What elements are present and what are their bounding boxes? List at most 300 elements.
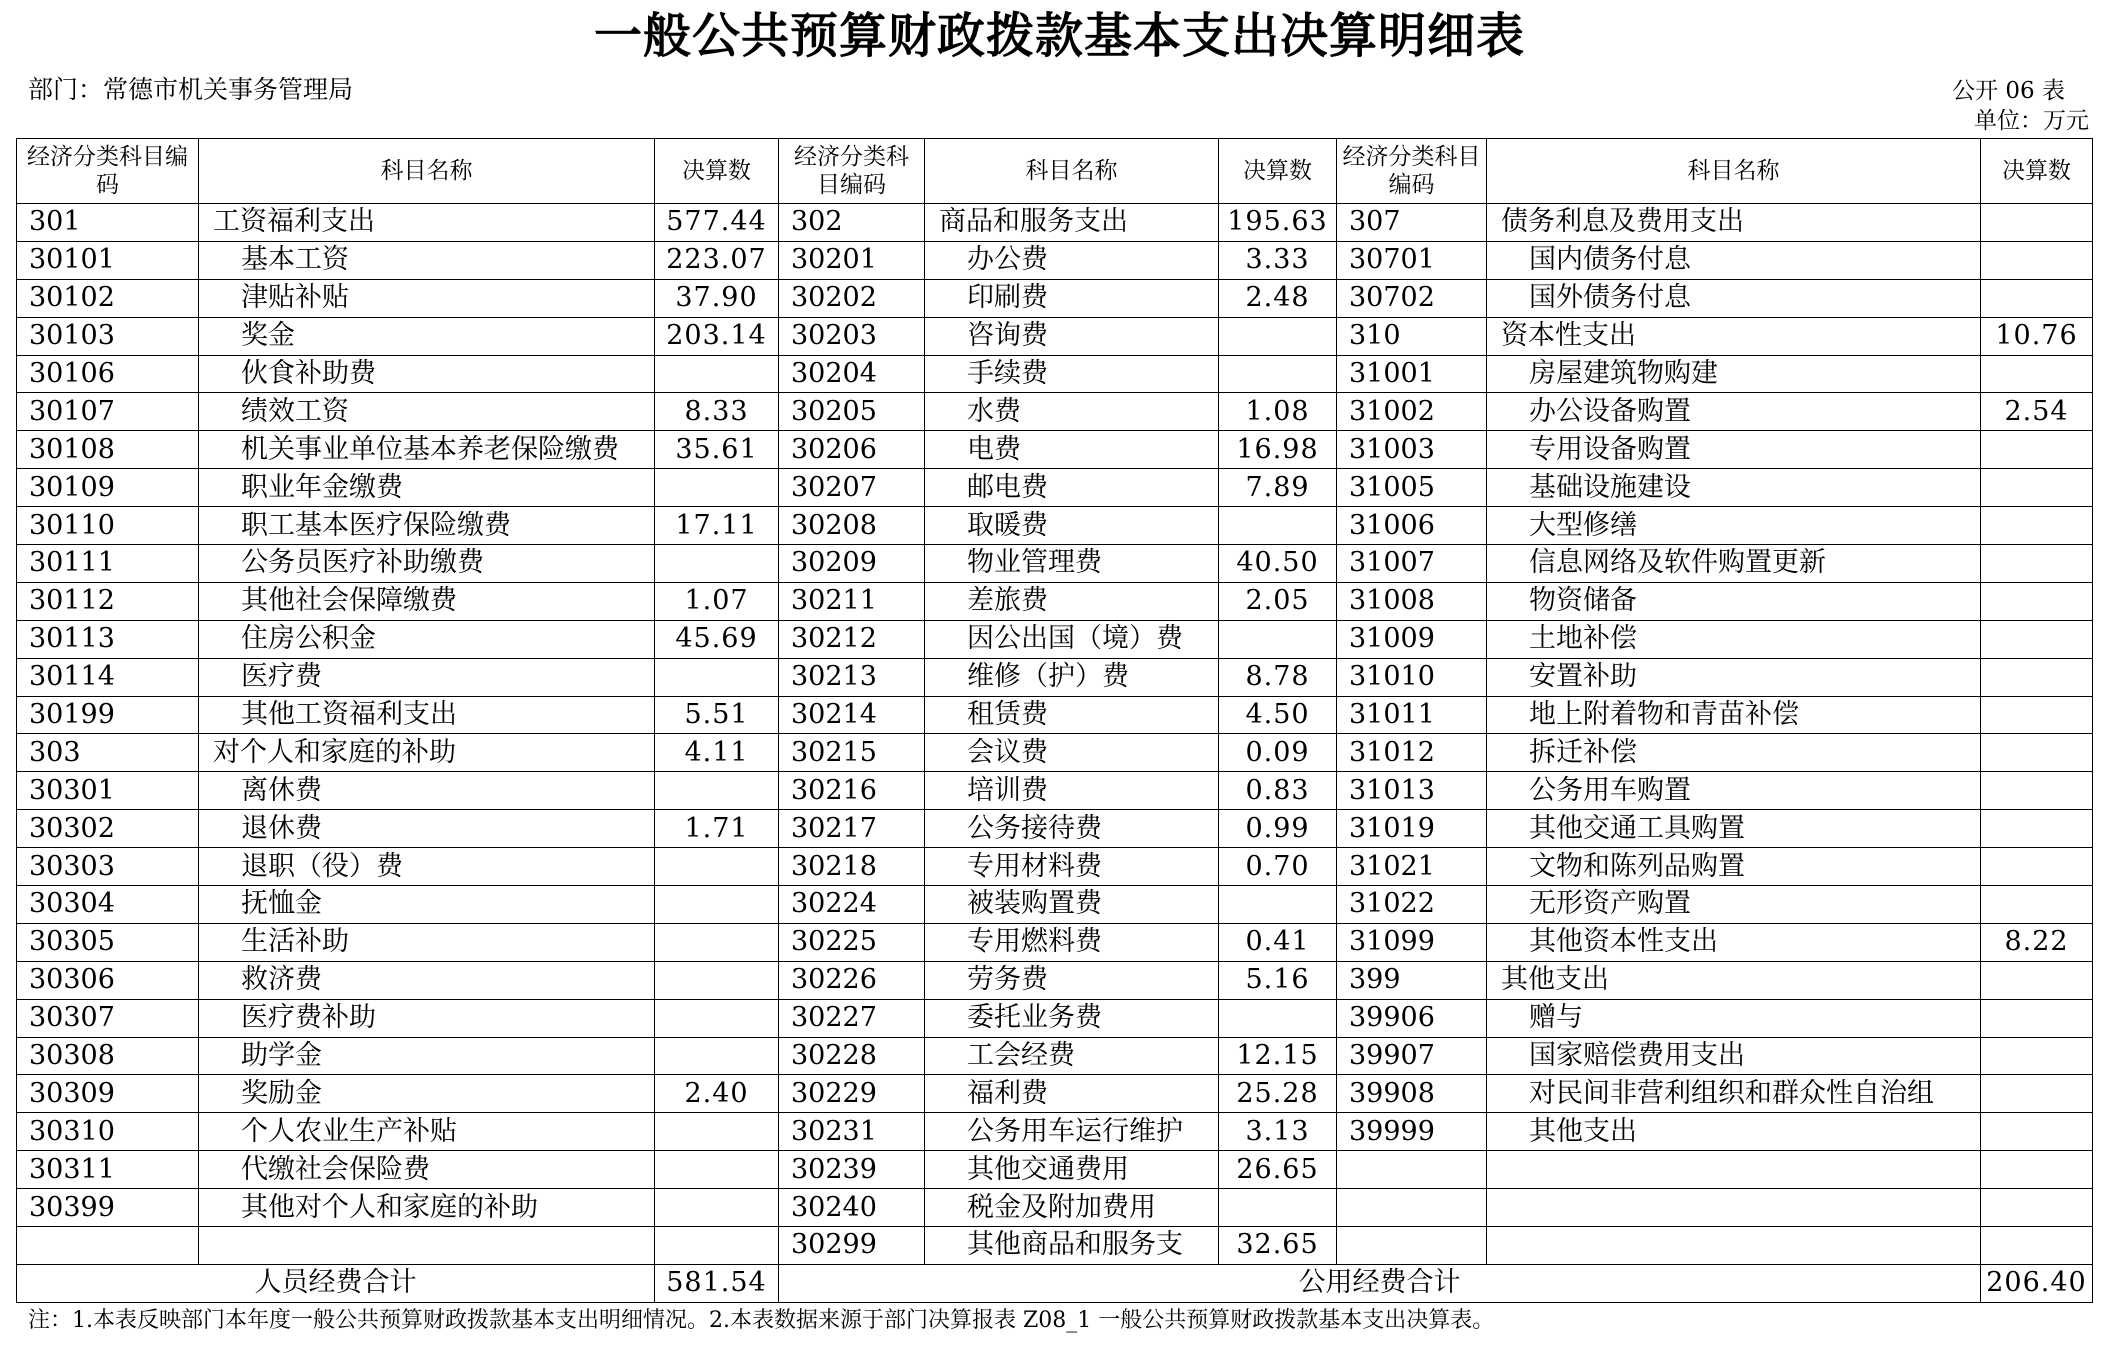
amount-cell bbox=[1219, 999, 1337, 1037]
amount-cell: 12.15 bbox=[1219, 1037, 1337, 1075]
name-cell: 房屋建筑物购建 bbox=[1487, 355, 1981, 393]
code-cell: 30302 bbox=[17, 810, 199, 848]
name-cell: 拆迁补偿 bbox=[1487, 734, 1981, 772]
code-cell: 30204 bbox=[779, 355, 925, 393]
code-cell: 39907 bbox=[1337, 1037, 1487, 1075]
amount-cell bbox=[655, 1151, 779, 1189]
name-cell: 租赁费 bbox=[925, 696, 1219, 734]
code-cell: 30303 bbox=[17, 848, 199, 886]
name-cell: 会议费 bbox=[925, 734, 1219, 772]
name-cell: 咨询费 bbox=[925, 317, 1219, 355]
code-cell: 30217 bbox=[779, 810, 925, 848]
table-row bbox=[17, 1037, 2093, 1075]
name-cell: 培训费 bbox=[925, 772, 1219, 810]
amount-cell bbox=[655, 772, 779, 810]
code-cell: 30107 bbox=[17, 393, 199, 431]
code-cell: 310 bbox=[1337, 317, 1487, 355]
code-cell: 30305 bbox=[17, 923, 199, 961]
code-cell: 31021 bbox=[1337, 848, 1487, 886]
name-cell: 专用燃料费 bbox=[925, 923, 1219, 961]
amount-cell: 195.63 bbox=[1219, 204, 1337, 242]
table-row bbox=[17, 999, 2093, 1037]
code-cell: 30306 bbox=[17, 961, 199, 999]
name-cell: 其他支出 bbox=[1487, 961, 1981, 999]
code-cell: 31002 bbox=[1337, 393, 1487, 431]
table-body bbox=[17, 204, 2093, 1265]
amount-cell bbox=[655, 545, 779, 583]
amount-cell bbox=[1981, 658, 2093, 696]
code-cell: 30212 bbox=[779, 620, 925, 658]
code-cell: 30301 bbox=[17, 772, 199, 810]
amount-cell: 4.11 bbox=[655, 734, 779, 772]
code-cell: 30229 bbox=[779, 1075, 925, 1113]
amount-cell bbox=[655, 886, 779, 924]
name-cell bbox=[1487, 1227, 1981, 1265]
amount-cell bbox=[655, 658, 779, 696]
amount-cell: 8.22 bbox=[1981, 923, 2093, 961]
table-row bbox=[17, 961, 2093, 999]
code-cell: 31009 bbox=[1337, 620, 1487, 658]
code-cell: 30211 bbox=[779, 582, 925, 620]
name-cell: 物资储备 bbox=[1487, 582, 1981, 620]
amount-cell bbox=[1981, 355, 2093, 393]
amount-cell bbox=[655, 848, 779, 886]
amount-cell bbox=[1219, 620, 1337, 658]
name-cell: 国内债务付息 bbox=[1487, 241, 1981, 279]
header-code-3: 经济分类科目编码 bbox=[1337, 139, 1487, 204]
name-cell: 其他对个人和家庭的补助 bbox=[199, 1189, 655, 1227]
amount-cell bbox=[1981, 545, 2093, 583]
name-cell: 商品和服务支出 bbox=[925, 204, 1219, 242]
code-cell: 30101 bbox=[17, 241, 199, 279]
personnel-total-label: 人员经费合计 bbox=[17, 1264, 655, 1302]
code-cell: 30231 bbox=[779, 1113, 925, 1151]
header-amount-3: 决算数 bbox=[1981, 139, 2093, 204]
code-cell: 31003 bbox=[1337, 431, 1487, 469]
totals-row bbox=[17, 1264, 2093, 1302]
name-cell: 住房公积金 bbox=[199, 620, 655, 658]
amount-cell: 3.33 bbox=[1219, 241, 1337, 279]
name-cell: 公务接待费 bbox=[925, 810, 1219, 848]
amount-cell: 10.76 bbox=[1981, 317, 2093, 355]
amount-cell: 35.61 bbox=[655, 431, 779, 469]
name-cell: 物业管理费 bbox=[925, 545, 1219, 583]
amount-cell: 577.44 bbox=[655, 204, 779, 242]
table-row bbox=[17, 658, 2093, 696]
name-cell: 福利费 bbox=[925, 1075, 1219, 1113]
code-cell: 30309 bbox=[17, 1075, 199, 1113]
code-cell: 31001 bbox=[1337, 355, 1487, 393]
amount-cell bbox=[1219, 355, 1337, 393]
code-cell: 31010 bbox=[1337, 658, 1487, 696]
table-row bbox=[17, 1113, 2093, 1151]
code-cell: 30240 bbox=[779, 1189, 925, 1227]
code-cell: 30225 bbox=[779, 923, 925, 961]
name-cell: 债务利息及费用支出 bbox=[1487, 204, 1981, 242]
amount-cell: 8.33 bbox=[655, 393, 779, 431]
table-row bbox=[17, 1075, 2093, 1113]
code-cell: 30216 bbox=[779, 772, 925, 810]
code-cell: 31005 bbox=[1337, 469, 1487, 507]
code-cell: 30108 bbox=[17, 431, 199, 469]
amount-cell bbox=[1981, 279, 2093, 317]
code-cell: 30218 bbox=[779, 848, 925, 886]
table-row bbox=[17, 620, 2093, 658]
name-cell: 医疗费补助 bbox=[199, 999, 655, 1037]
name-cell: 差旅费 bbox=[925, 582, 1219, 620]
amount-cell: 7.89 bbox=[1219, 469, 1337, 507]
amount-cell bbox=[1981, 1113, 2093, 1151]
amount-cell: 203.14 bbox=[655, 317, 779, 355]
name-cell: 助学金 bbox=[199, 1037, 655, 1075]
amount-cell bbox=[1981, 1075, 2093, 1113]
name-cell bbox=[199, 1227, 655, 1265]
name-cell: 其他交通费用 bbox=[925, 1151, 1219, 1189]
amount-cell: 37.90 bbox=[655, 279, 779, 317]
name-cell: 国外债务付息 bbox=[1487, 279, 1981, 317]
code-cell: 31022 bbox=[1337, 886, 1487, 924]
table-row bbox=[17, 696, 2093, 734]
amount-cell bbox=[1981, 507, 2093, 545]
name-cell bbox=[1487, 1189, 1981, 1227]
table-row bbox=[17, 241, 2093, 279]
table-row bbox=[17, 317, 2093, 355]
name-cell: 专用材料费 bbox=[925, 848, 1219, 886]
name-cell: 其他工资福利支出 bbox=[199, 696, 655, 734]
code-cell: 39999 bbox=[1337, 1113, 1487, 1151]
name-cell: 税金及附加费用 bbox=[925, 1189, 1219, 1227]
amount-cell bbox=[1981, 1227, 2093, 1265]
table-row bbox=[17, 923, 2093, 961]
name-cell: 生活补助 bbox=[199, 923, 655, 961]
amount-cell: 0.70 bbox=[1219, 848, 1337, 886]
table-row bbox=[17, 886, 2093, 924]
code-cell: 30113 bbox=[17, 620, 199, 658]
code-cell: 30311 bbox=[17, 1151, 199, 1189]
header-code-1: 经济分类科目编码 bbox=[17, 139, 199, 204]
code-cell: 30304 bbox=[17, 886, 199, 924]
code-cell: 31019 bbox=[1337, 810, 1487, 848]
amount-cell bbox=[1981, 734, 2093, 772]
amount-cell bbox=[1219, 886, 1337, 924]
table-row bbox=[17, 1227, 2093, 1265]
header-name-2: 科目名称 bbox=[925, 139, 1219, 204]
name-cell: 工会经费 bbox=[925, 1037, 1219, 1075]
public-total-label: 公用经费合计 bbox=[779, 1264, 1981, 1302]
code-cell: 303 bbox=[17, 734, 199, 772]
name-cell: 委托业务费 bbox=[925, 999, 1219, 1037]
code-cell: 31013 bbox=[1337, 772, 1487, 810]
amount-cell: 1.08 bbox=[1219, 393, 1337, 431]
name-cell: 机关事业单位基本养老保险缴费 bbox=[199, 431, 655, 469]
code-cell: 30701 bbox=[1337, 241, 1487, 279]
code-cell: 30228 bbox=[779, 1037, 925, 1075]
name-cell: 救济费 bbox=[199, 961, 655, 999]
table-row bbox=[17, 507, 2093, 545]
amount-cell bbox=[655, 1227, 779, 1265]
name-cell: 公务员医疗补助缴费 bbox=[199, 545, 655, 583]
amount-cell bbox=[1981, 886, 2093, 924]
table-header-row bbox=[17, 139, 2093, 204]
table-row bbox=[17, 204, 2093, 242]
code-cell: 30202 bbox=[779, 279, 925, 317]
code-cell: 30215 bbox=[779, 734, 925, 772]
table-row bbox=[17, 734, 2093, 772]
name-cell: 专用设备购置 bbox=[1487, 431, 1981, 469]
amount-cell: 2.54 bbox=[1981, 393, 2093, 431]
amount-cell bbox=[655, 1037, 779, 1075]
code-cell: 302 bbox=[779, 204, 925, 242]
amount-cell bbox=[1981, 620, 2093, 658]
amount-cell bbox=[655, 355, 779, 393]
amount-cell bbox=[1981, 1189, 2093, 1227]
table-row bbox=[17, 810, 2093, 848]
name-cell: 水费 bbox=[925, 393, 1219, 431]
name-cell: 其他支出 bbox=[1487, 1113, 1981, 1151]
name-cell: 医疗费 bbox=[199, 658, 655, 696]
amount-cell bbox=[655, 961, 779, 999]
amount-cell bbox=[655, 1189, 779, 1227]
code-cell: 39908 bbox=[1337, 1075, 1487, 1113]
amount-cell bbox=[1219, 507, 1337, 545]
name-cell: 被装购置费 bbox=[925, 886, 1219, 924]
name-cell: 基础设施建设 bbox=[1487, 469, 1981, 507]
code-cell: 30209 bbox=[779, 545, 925, 583]
name-cell: 公务用车运行维护 bbox=[925, 1113, 1219, 1151]
code-cell: 301 bbox=[17, 204, 199, 242]
name-cell: 安置补助 bbox=[1487, 658, 1981, 696]
code-cell: 30399 bbox=[17, 1189, 199, 1227]
name-cell: 职工基本医疗保险缴费 bbox=[199, 507, 655, 545]
amount-cell: 26.65 bbox=[1219, 1151, 1337, 1189]
name-cell: 抚恤金 bbox=[199, 886, 655, 924]
amount-cell: 2.48 bbox=[1219, 279, 1337, 317]
code-cell: 30227 bbox=[779, 999, 925, 1037]
amount-cell bbox=[1981, 696, 2093, 734]
amount-cell bbox=[1981, 431, 2093, 469]
name-cell: 信息网络及软件购置更新 bbox=[1487, 545, 1981, 583]
code-cell: 30110 bbox=[17, 507, 199, 545]
amount-cell bbox=[655, 923, 779, 961]
name-cell: 退休费 bbox=[199, 810, 655, 848]
amount-cell: 223.07 bbox=[655, 241, 779, 279]
public-total-value: 206.40 bbox=[1981, 1264, 2093, 1302]
name-cell: 办公设备购置 bbox=[1487, 393, 1981, 431]
name-cell: 其他资本性支出 bbox=[1487, 923, 1981, 961]
name-cell: 印刷费 bbox=[925, 279, 1219, 317]
name-cell: 邮电费 bbox=[925, 469, 1219, 507]
expenditure-table bbox=[16, 138, 2093, 1303]
amount-cell bbox=[1981, 772, 2093, 810]
code-cell: 30307 bbox=[17, 999, 199, 1037]
code-cell: 30203 bbox=[779, 317, 925, 355]
name-cell: 取暖费 bbox=[925, 507, 1219, 545]
amount-cell: 4.50 bbox=[1219, 696, 1337, 734]
name-cell: 绩效工资 bbox=[199, 393, 655, 431]
code-cell: 30308 bbox=[17, 1037, 199, 1075]
code-cell: 31006 bbox=[1337, 507, 1487, 545]
footnote: 注：1.本表反映部门本年度一般公共预算财政拨款基本支出明细情况。2.本表数据来源于部门决算报表 Z08_1 一般公共预算财政拨款基本支出决算表。 bbox=[28, 1308, 1495, 1333]
name-cell: 其他交通工具购置 bbox=[1487, 810, 1981, 848]
amount-cell bbox=[1981, 1151, 2093, 1189]
amount-cell: 8.78 bbox=[1219, 658, 1337, 696]
page-title: 一般公共预算财政拨款基本支出决算明细表 bbox=[593, 8, 1525, 64]
code-cell: 31012 bbox=[1337, 734, 1487, 772]
code-cell: 30213 bbox=[779, 658, 925, 696]
name-cell: 离休费 bbox=[199, 772, 655, 810]
name-cell: 赠与 bbox=[1487, 999, 1981, 1037]
name-cell: 公务用车购置 bbox=[1487, 772, 1981, 810]
unit-label: 单位：万元 bbox=[1974, 108, 2089, 134]
code-cell: 30106 bbox=[17, 355, 199, 393]
amount-cell: 17.11 bbox=[655, 507, 779, 545]
amount-cell: 40.50 bbox=[1219, 545, 1337, 583]
name-cell: 奖励金 bbox=[199, 1075, 655, 1113]
amount-cell: 0.09 bbox=[1219, 734, 1337, 772]
table-row bbox=[17, 279, 2093, 317]
code-cell: 30102 bbox=[17, 279, 199, 317]
table-row bbox=[17, 582, 2093, 620]
amount-cell: 5.51 bbox=[655, 696, 779, 734]
amount-cell: 45.69 bbox=[655, 620, 779, 658]
personnel-total-value: 581.54 bbox=[655, 1264, 779, 1302]
code-cell: 30205 bbox=[779, 393, 925, 431]
name-cell: 大型修缮 bbox=[1487, 507, 1981, 545]
name-cell: 国家赔偿费用支出 bbox=[1487, 1037, 1981, 1075]
name-cell: 其他商品和服务支 bbox=[925, 1227, 1219, 1265]
code-cell bbox=[17, 1227, 199, 1265]
code-cell: 30702 bbox=[1337, 279, 1487, 317]
amount-cell bbox=[1981, 810, 2093, 848]
name-cell: 手续费 bbox=[925, 355, 1219, 393]
amount-cell: 25.28 bbox=[1219, 1075, 1337, 1113]
name-cell: 其他社会保障缴费 bbox=[199, 582, 655, 620]
code-cell: 30310 bbox=[17, 1113, 199, 1151]
code-cell: 30239 bbox=[779, 1151, 925, 1189]
code-cell: 30214 bbox=[779, 696, 925, 734]
table-row bbox=[17, 393, 2093, 431]
code-cell: 30199 bbox=[17, 696, 199, 734]
name-cell: 职业年金缴费 bbox=[199, 469, 655, 507]
name-cell: 劳务费 bbox=[925, 961, 1219, 999]
code-cell: 30112 bbox=[17, 582, 199, 620]
code-cell: 31007 bbox=[1337, 545, 1487, 583]
amount-cell: 1.07 bbox=[655, 582, 779, 620]
code-cell: 30103 bbox=[17, 317, 199, 355]
name-cell: 工资福利支出 bbox=[199, 204, 655, 242]
amount-cell: 0.99 bbox=[1219, 810, 1337, 848]
amount-cell bbox=[1219, 1189, 1337, 1227]
code-cell: 30109 bbox=[17, 469, 199, 507]
name-cell: 奖金 bbox=[199, 317, 655, 355]
name-cell: 对个人和家庭的补助 bbox=[199, 734, 655, 772]
amount-cell: 32.65 bbox=[1219, 1227, 1337, 1265]
header-amount-2: 决算数 bbox=[1219, 139, 1337, 204]
name-cell: 无形资产购置 bbox=[1487, 886, 1981, 924]
name-cell: 退职（役）费 bbox=[199, 848, 655, 886]
amount-cell bbox=[1981, 848, 2093, 886]
amount-cell bbox=[1981, 469, 2093, 507]
amount-cell: 3.13 bbox=[1219, 1113, 1337, 1151]
name-cell: 资本性支出 bbox=[1487, 317, 1981, 355]
department-label: 部门：常德市机关事务管理局 bbox=[28, 75, 354, 104]
code-cell bbox=[1337, 1227, 1487, 1265]
name-cell: 津贴补贴 bbox=[199, 279, 655, 317]
code-cell: 30224 bbox=[779, 886, 925, 924]
amount-cell bbox=[1981, 204, 2093, 242]
table-row bbox=[17, 545, 2093, 583]
name-cell: 维修（护）费 bbox=[925, 658, 1219, 696]
code-cell: 30111 bbox=[17, 545, 199, 583]
name-cell bbox=[1487, 1151, 1981, 1189]
header-code-2: 经济分类科目编码 bbox=[779, 139, 925, 204]
name-cell: 文物和陈列品购置 bbox=[1487, 848, 1981, 886]
code-cell: 31008 bbox=[1337, 582, 1487, 620]
table-row bbox=[17, 469, 2093, 507]
table-row bbox=[17, 1151, 2093, 1189]
name-cell: 地上附着物和青苗补偿 bbox=[1487, 696, 1981, 734]
amount-cell: 5.16 bbox=[1219, 961, 1337, 999]
table-row bbox=[17, 431, 2093, 469]
amount-cell bbox=[1981, 961, 2093, 999]
name-cell: 个人农业生产补贴 bbox=[199, 1113, 655, 1151]
header-name-1: 科目名称 bbox=[199, 139, 655, 204]
amount-cell bbox=[655, 999, 779, 1037]
amount-cell bbox=[1219, 317, 1337, 355]
name-cell: 电费 bbox=[925, 431, 1219, 469]
amount-cell: 1.71 bbox=[655, 810, 779, 848]
name-cell: 对民间非营利组织和群众性自治组 bbox=[1487, 1075, 1981, 1113]
amount-cell: 2.40 bbox=[655, 1075, 779, 1113]
table-row bbox=[17, 1189, 2093, 1227]
table-row bbox=[17, 355, 2093, 393]
amount-cell bbox=[655, 469, 779, 507]
amount-cell bbox=[1981, 582, 2093, 620]
amount-cell bbox=[655, 1113, 779, 1151]
amount-cell bbox=[1981, 1037, 2093, 1075]
code-cell: 30226 bbox=[779, 961, 925, 999]
amount-cell: 2.05 bbox=[1219, 582, 1337, 620]
name-cell: 因公出国（境）费 bbox=[925, 620, 1219, 658]
amount-cell: 0.41 bbox=[1219, 923, 1337, 961]
code-cell: 30201 bbox=[779, 241, 925, 279]
code-cell: 30299 bbox=[779, 1227, 925, 1265]
code-cell: 31099 bbox=[1337, 923, 1487, 961]
code-cell bbox=[1337, 1151, 1487, 1189]
code-cell: 399 bbox=[1337, 961, 1487, 999]
name-cell: 基本工资 bbox=[199, 241, 655, 279]
code-cell: 30114 bbox=[17, 658, 199, 696]
code-cell bbox=[1337, 1189, 1487, 1227]
code-cell: 30206 bbox=[779, 431, 925, 469]
amount-cell bbox=[1981, 999, 2093, 1037]
name-cell: 土地补偿 bbox=[1487, 620, 1981, 658]
form-number: 公开 06 表 bbox=[1952, 78, 2065, 104]
header-name-3: 科目名称 bbox=[1487, 139, 1981, 204]
name-cell: 伙食补助费 bbox=[199, 355, 655, 393]
table-row bbox=[17, 848, 2093, 886]
code-cell: 31011 bbox=[1337, 696, 1487, 734]
amount-cell: 16.98 bbox=[1219, 431, 1337, 469]
code-cell: 307 bbox=[1337, 204, 1487, 242]
code-cell: 39906 bbox=[1337, 999, 1487, 1037]
name-cell: 办公费 bbox=[925, 241, 1219, 279]
table-row bbox=[17, 772, 2093, 810]
name-cell: 代缴社会保险费 bbox=[199, 1151, 655, 1189]
code-cell: 30207 bbox=[779, 469, 925, 507]
header-amount-1: 决算数 bbox=[655, 139, 779, 204]
amount-cell bbox=[1981, 241, 2093, 279]
